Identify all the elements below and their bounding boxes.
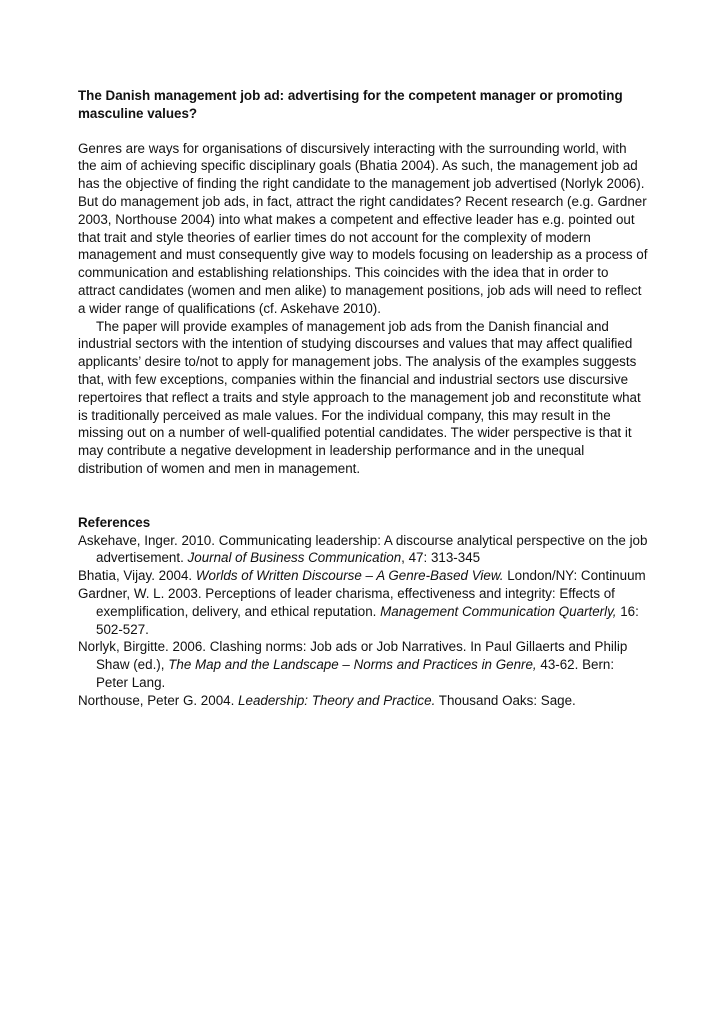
reference-source-title: Journal of Business Communication [187,550,402,566]
reference-text: Norlyk, Birgitte. 2006. Clashing norms: Job ads or Job Narratives. In Paul Gillaerts and Philip Shaw (ed.), [78,639,628,673]
reference-source-title: Leadership: Theory and Practice. [238,692,436,708]
reference-details: , 47: 313-345 [401,550,481,566]
references-section [78,514,648,710]
abstract-paragraph: Genres are ways for organisations of discursively interacting with the surrounding world, with the aim of achieving specific disciplinary goals (Bhatia 2004). As such, the management job ad has the objective of finding the right candidate to the management job advertised (Norlyk 2006). But do management job ads, in fact, attract the right candidates? Recent research (e.g. Gardner 2003, Northouse 2004) into what makes a competent and effective leader has e.g. pointed out that trait and style theories of earlier times do not account for the complexity of modern management and must consequently give way to models focusing on leadership as a process of communication and establishing relationships. This coincides with the idea that in order to attract candidates (women and men alike) to management positions, job ads will need to reflect a wider range of qualifications (cf. Askehave 2010). [78,140,648,316]
reference-text: Gardner, W. L. 2003. Perceptions of leader charisma, effectiveness and integrity: Effects of exemplification, delivery, and ethical reputation. [78,585,615,619]
reference-details: 16: 502-527. [96,603,639,637]
reference-item [78,638,648,691]
reference-text: Northouse, Peter G. 2004. [78,692,239,708]
reference-source-title: Management Communication Quarterly, [380,603,617,619]
reference-text: Bhatia, Vijay. 2004. [78,568,196,584]
reference-details: 43-62. Bern: Peter Lang. [96,657,615,690]
reference-item [78,532,648,568]
abstract-section [78,140,648,478]
reference-text: Askehave, Inger. 2010. Communicating leadership: A discourse analytical perspective on the job advertisement. [78,532,648,566]
document-page [78,87,648,710]
document-title: The Danish management job ad: advertising for the competent manager or promoting masculine values? [78,88,623,121]
reference-item [78,585,648,638]
reference-details: London/NY: Continuum [503,568,646,584]
reference-source-title: Worlds of Written Discourse – A Genre-Based View. [195,568,504,584]
reference-item [78,567,648,585]
reference-item [78,692,648,710]
reference-source-title: The Map and the Landscape – Norms and Practices in Genre, [168,657,537,673]
abstract-paragraph: The paper will provide examples of management job ads from the Danish financial and industrial sectors with the intention of studying discourses and values that may affect qualified applicants’ desire to/not to apply for management jobs. The analysis of the examples suggests that, with few exceptions, companies within the financial and industrial sectors use discursive repertoires that reflect a traits and style approach to the management job and reconstitute what is traditionally perceived as male values. For the individual company, this may result in the missing out on a number of well-qualified potential candidates. The wider perspective is that it may contribute a negative development in leadership performance and in the unequal distribution of women and men in management. [78,318,641,476]
reference-details: Thousand Oaks: Sage. [435,692,576,708]
references-heading: References [78,514,151,530]
